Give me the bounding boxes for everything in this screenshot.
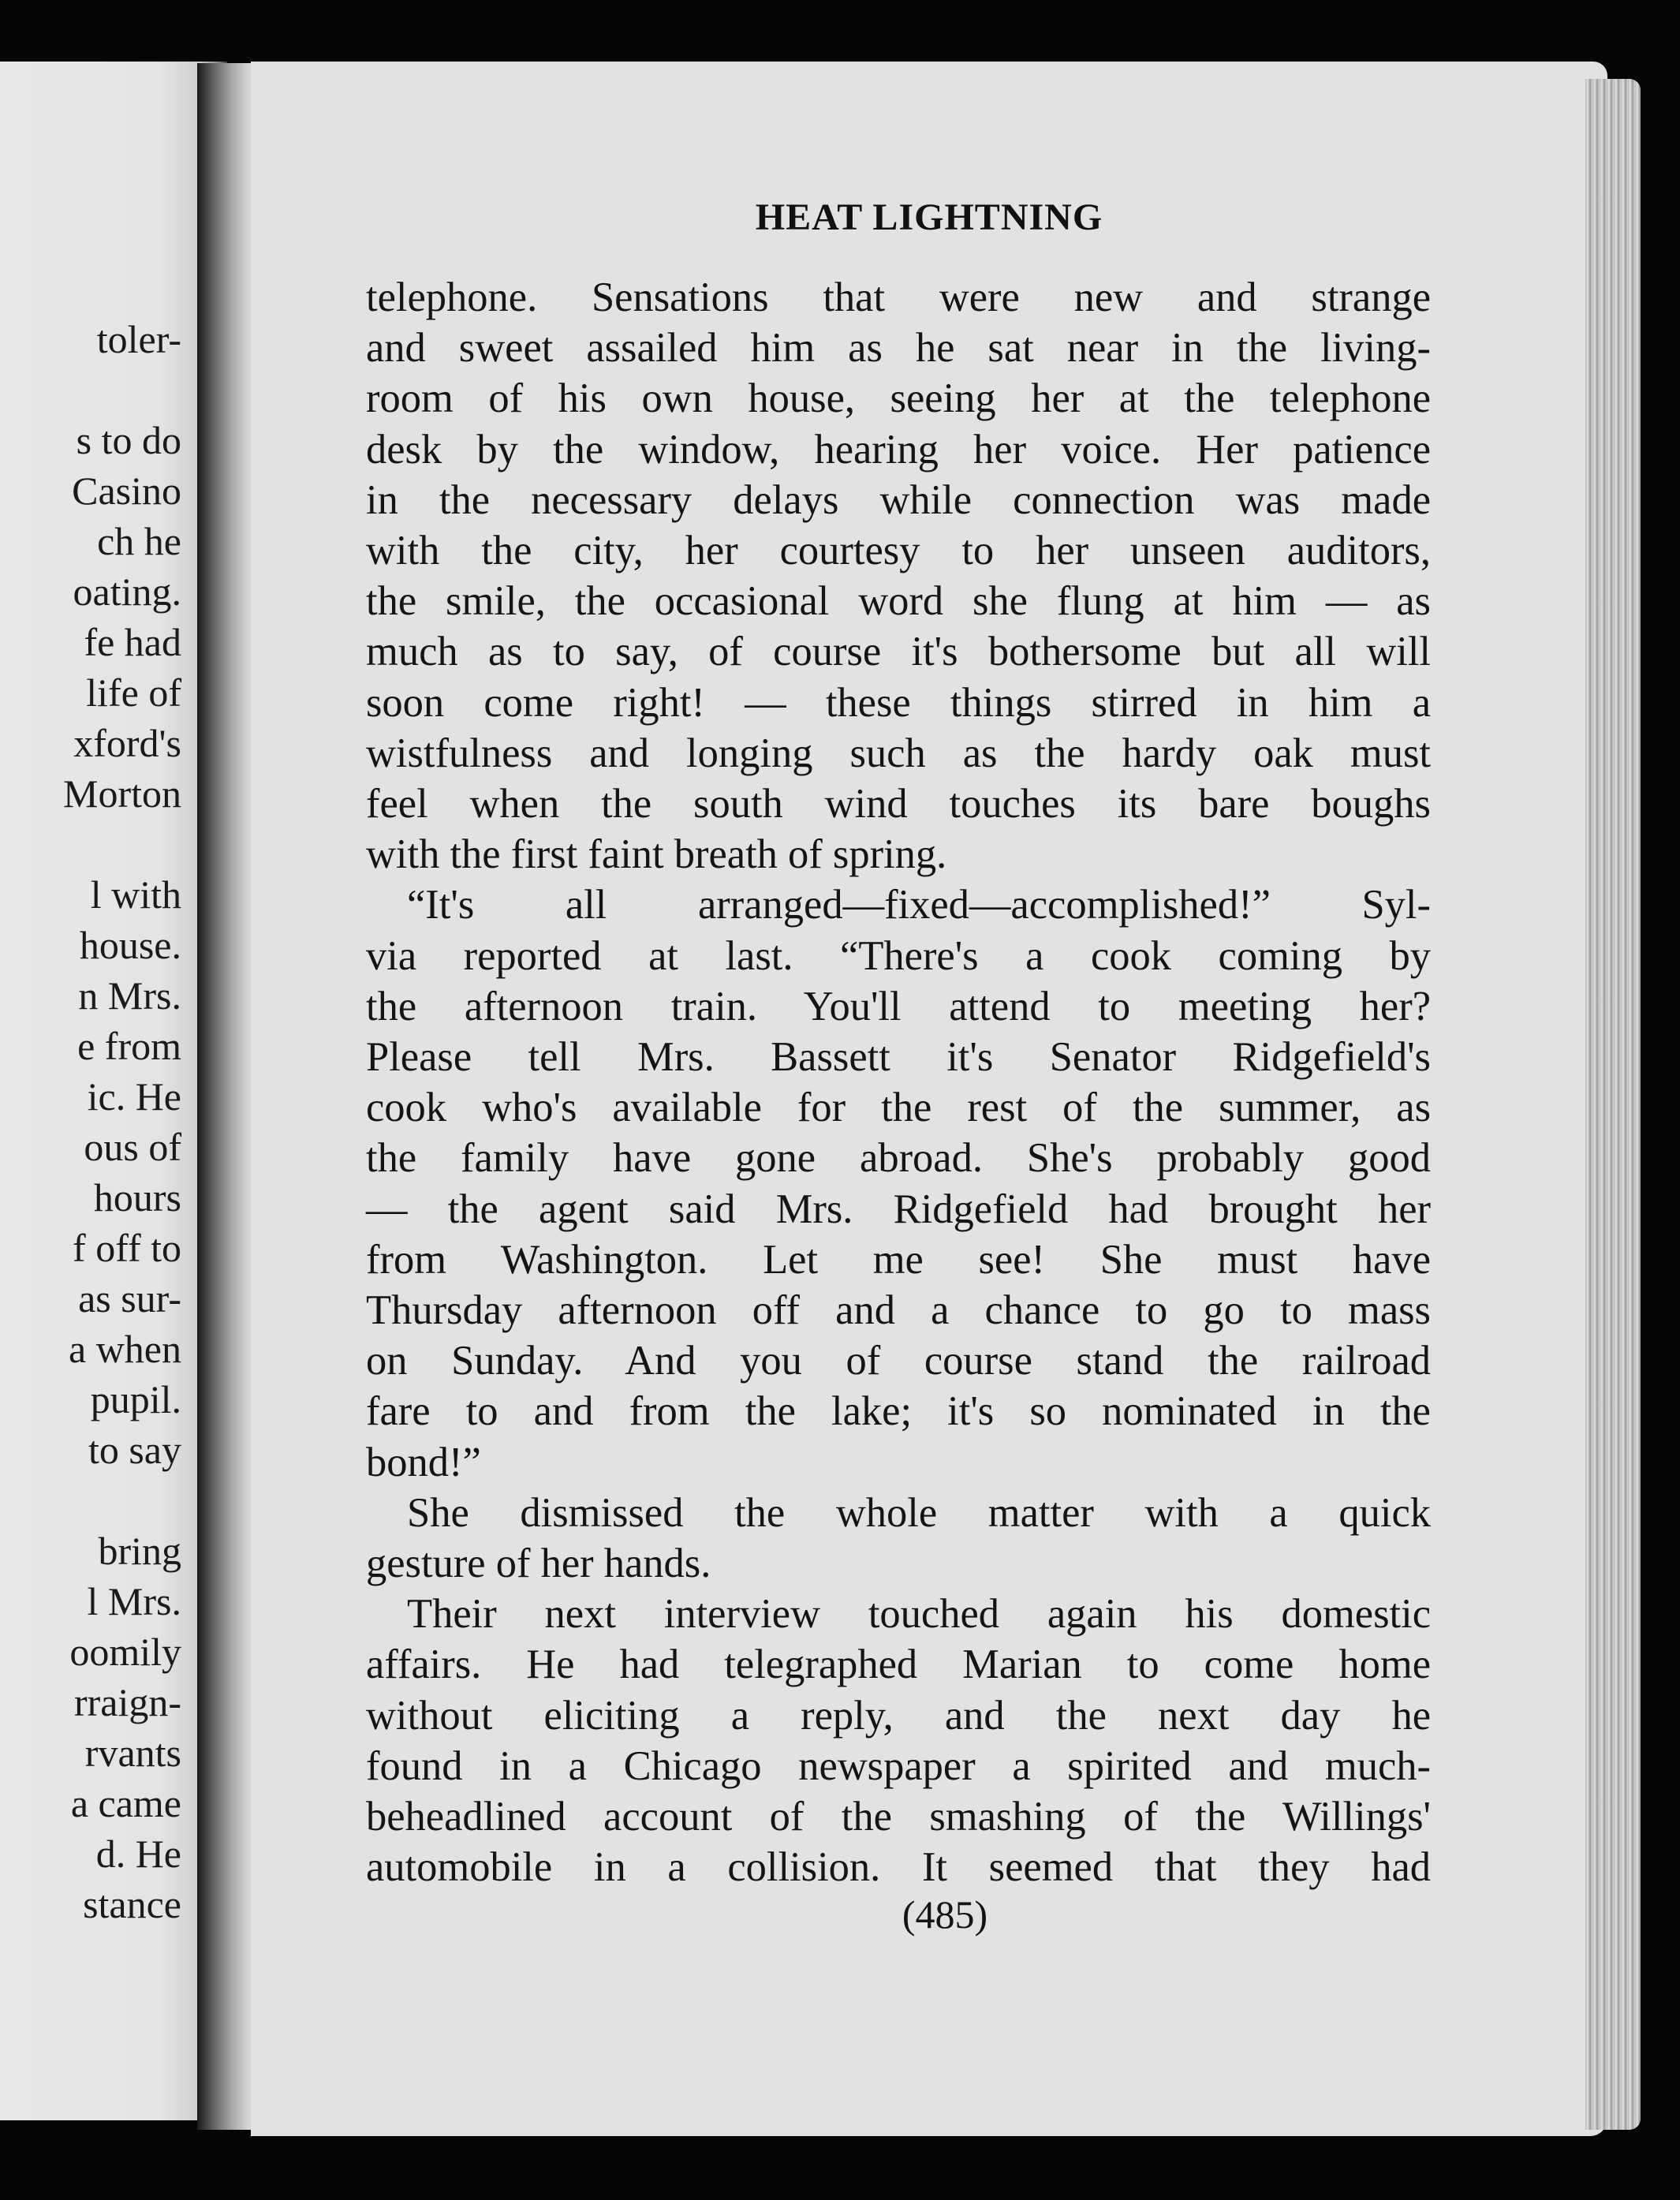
page-edge-stack (1585, 79, 1641, 2130)
left-page-line: d. He (95, 1832, 181, 1876)
left-page-line: toler- (96, 317, 181, 361)
left-page-line: ous of (84, 1125, 181, 1169)
text-line: affairs. He had telegraphed Marian to come home (366, 1642, 1431, 1688)
text-line: the afternoon train. You'll attend to meeting her? (366, 983, 1431, 1029)
text-line: in the necessary delays while connection was made (366, 476, 1431, 523)
left-page-line: a when (69, 1327, 181, 1371)
left-page-line: xford's (73, 721, 181, 765)
body-text (366, 272, 1431, 1893)
text-line: desk by the window, hearing her voice. Her patience (366, 426, 1431, 472)
running-head: HEAT LIGHTNING (755, 196, 1103, 238)
text-line: Their next interview touched again his domestic (407, 1591, 1431, 1638)
left-page-line: as sur- (78, 1276, 181, 1320)
left-page-line: f off to (73, 1226, 181, 1270)
text-line: “It's all arranged—fixed—accomplished!” Syl- (407, 882, 1431, 928)
text-line: found in a Chicago newspaper a spirited and much- (366, 1742, 1431, 1789)
text-line: on Sunday. And you of course stand the railroad (366, 1338, 1431, 1384)
text-line: the smile, the occasional word she flung at him — as (366, 578, 1431, 625)
text-line: without eliciting a reply, and the next day he (366, 1692, 1431, 1739)
left-page-line: ic. He (87, 1074, 181, 1119)
left-page-line: fe had (84, 620, 181, 664)
left-page-line: l with (90, 872, 181, 917)
page-number: (485) (902, 1892, 988, 1937)
left-page-line: Casino (72, 469, 181, 513)
text-line: with the first faint breath of spring. (366, 831, 947, 878)
text-line: Please tell Mrs. Bassett it's Senator Ridgefield's (366, 1034, 1431, 1081)
text-line: wistfulness and longing such as the hardy oak must (366, 730, 1431, 776)
left-page-line: a came (70, 1781, 181, 1825)
left-page-line: oating. (73, 570, 181, 614)
text-line: much as to say, of course it's bothersome but all will (366, 629, 1431, 675)
left-page-line: s to do (76, 418, 181, 462)
left-page-text (63, 314, 181, 1929)
text-line: — the agent said Mrs. Ridgefield had brought her (366, 1186, 1431, 1232)
left-page-line: e from (77, 1024, 181, 1068)
text-line: Thursday afternoon off and a chance to go to mass (366, 1287, 1431, 1334)
left-page-line: hours (93, 1175, 181, 1220)
left-page-line: n Mrs. (78, 973, 181, 1018)
left-page-gap (63, 819, 181, 869)
text-line: via reported at last. “There's a cook coming by (366, 932, 1431, 979)
left-page-line: Morton (63, 771, 181, 816)
text-line: feel when the south wind touches its bare boughs (366, 781, 1431, 827)
text-line: automobile in a collision. It seemed that they had (366, 1844, 1431, 1891)
left-page (0, 62, 227, 2120)
text-line: soon come right! — these things stirred in him a (366, 679, 1431, 726)
left-page-line: ch he (97, 519, 181, 563)
text-line: with the city, her courtesy to her unseen auditors, (366, 528, 1431, 574)
left-page-line: rraign- (73, 1680, 181, 1724)
left-page-gap (63, 364, 181, 415)
left-page-line: rvants (84, 1731, 181, 1775)
left-page-line: bring (98, 1529, 181, 1573)
text-line: the family have gone abroad. She's probably good (366, 1135, 1431, 1182)
left-page-line: house. (79, 923, 181, 967)
left-page-line: life of (86, 670, 181, 715)
text-line: room of his own house, seeing her at the telephone (366, 375, 1431, 422)
text-line: cook who's available for the rest of the summer, as (366, 1085, 1431, 1131)
text-line: telephone. Sensations that were new and strange (366, 275, 1431, 320)
left-page-line: l Mrs. (87, 1579, 181, 1623)
text-line: and sweet assailed him as he sat near in the living- (366, 325, 1431, 372)
left-page-line: stance (83, 1882, 181, 1926)
text-line: She dismissed the whole matter with a quick (407, 1489, 1431, 1536)
text-line: gesture of her hands. (366, 1541, 711, 1587)
text-line: bond!” (366, 1439, 481, 1485)
text-line: from Washington. Let me see! She must have (366, 1236, 1431, 1283)
text-line: beheadlined account of the smashing of the Willings' (366, 1794, 1431, 1840)
left-page-line: pupil. (90, 1377, 181, 1421)
text-line: fare to and from the lake; it's so nominated in the (366, 1388, 1431, 1435)
left-page-gap (63, 1475, 181, 1526)
left-page-line: to say (88, 1428, 181, 1472)
left-page-line: oomily (69, 1630, 181, 1674)
